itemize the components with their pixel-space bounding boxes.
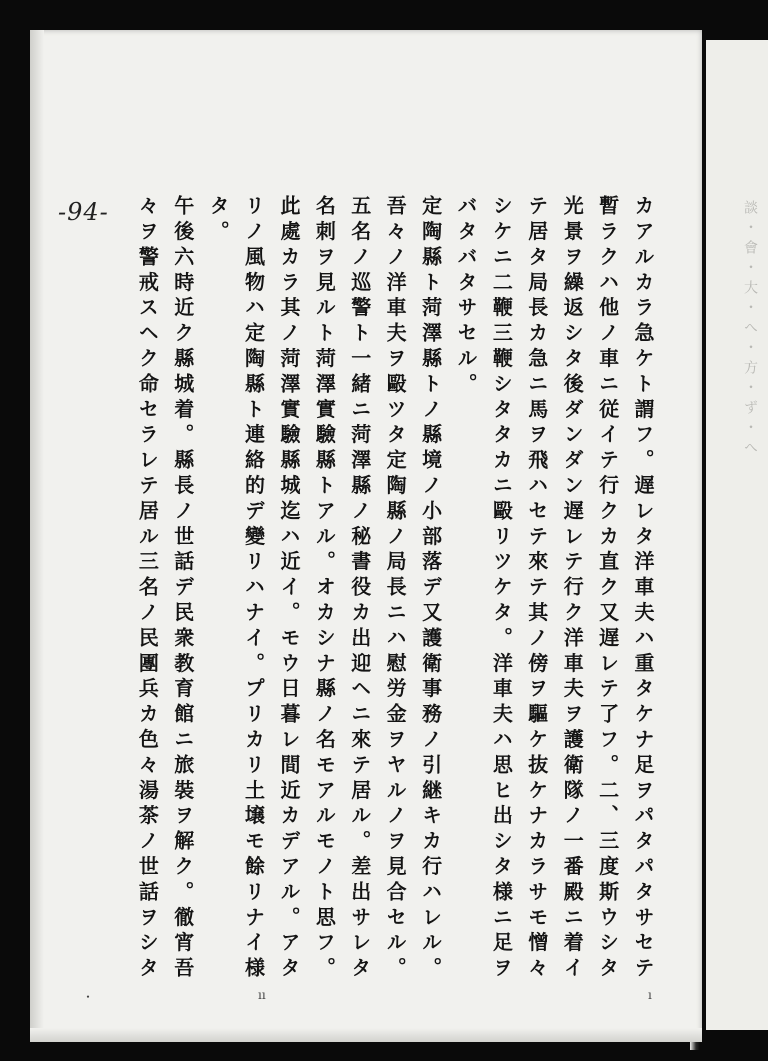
text-column: 此處カラ其ノ菏澤實驗縣城迄ハ近イ。モウ日暮レ間近カデアル。アタ bbox=[276, 195, 301, 983]
text-column: 々ヲ警戒スヘク命セラレテ居ル三名ノ民團兵カ色々湯茶ノ世話ヲシタ bbox=[135, 195, 160, 983]
footer-mark-center: ıı bbox=[258, 988, 266, 1002]
text-column: 名刺ヲ見ルト菏澤實驗縣トアル。オカシナ縣ノ名モアルモノト思フ。 bbox=[312, 195, 337, 983]
footer-mark-left: ・ bbox=[82, 990, 95, 1004]
text-column: 光景ヲ繰返シタ後ダンダン遅レテ行ク洋車夫ヲ護衛隊ノ一番殿ニ着イ bbox=[560, 195, 585, 983]
text-column: テ居タ局長カ急ニ馬ヲ飛ハセテ來テ其ノ傍ヲ驅ケ抜ケナカラサモ憎々 bbox=[524, 195, 549, 983]
footer-mark-right: ı bbox=[648, 988, 652, 1002]
text-column: リノ風物ハ定陶縣ト連絡的デ變リハナイ。プリカリ土壌モ餘リナイ様 bbox=[241, 195, 266, 983]
vertical-text-block bbox=[124, 195, 660, 985]
text-column: カアルカラ急ケト謂フ。遅レタ洋車夫ハ重タケナ足ヲパタパタサセテ bbox=[631, 195, 655, 983]
page-number: -94- bbox=[58, 198, 109, 226]
text-column: 暫ラクハ他ノ車ニ従イテ行クカ直ク又遅レテ了フ。二、三度斯ウシタ bbox=[595, 195, 620, 983]
text-column: 五名ノ巡警ト一緒ニ菏澤縣ノ秘書役カ出迎ヘニ來テ居ル。差出サレタ bbox=[347, 195, 372, 983]
text-column: 定陶縣ト菏澤縣トノ縣境ノ小部落デ又護衛事務ノ引継キカ行ハレル。 bbox=[418, 195, 443, 983]
text-column: シケニ二鞭三鞭シタタカニ毆リツケタ。洋車夫ハ思ヒ出シタ様ニ足ヲ bbox=[489, 195, 514, 983]
text-column: 午後六時近ク縣城着。縣長ノ世話デ民衆教育館ニ旅裝ヲ解ク。徹宵吾 bbox=[170, 195, 195, 983]
text-column: バタバタサセル。 bbox=[453, 195, 478, 399]
text-column: 吾々ノ洋車夫ヲ毆ツタ定陶縣ノ局長ニハ慰労金ヲヤルノヲ見合セル。 bbox=[383, 195, 408, 983]
adjacent-page-bleed-text: 談・會・大・へ・方・ず・へ bbox=[742, 200, 758, 460]
text-column: タ。 bbox=[206, 195, 231, 246]
